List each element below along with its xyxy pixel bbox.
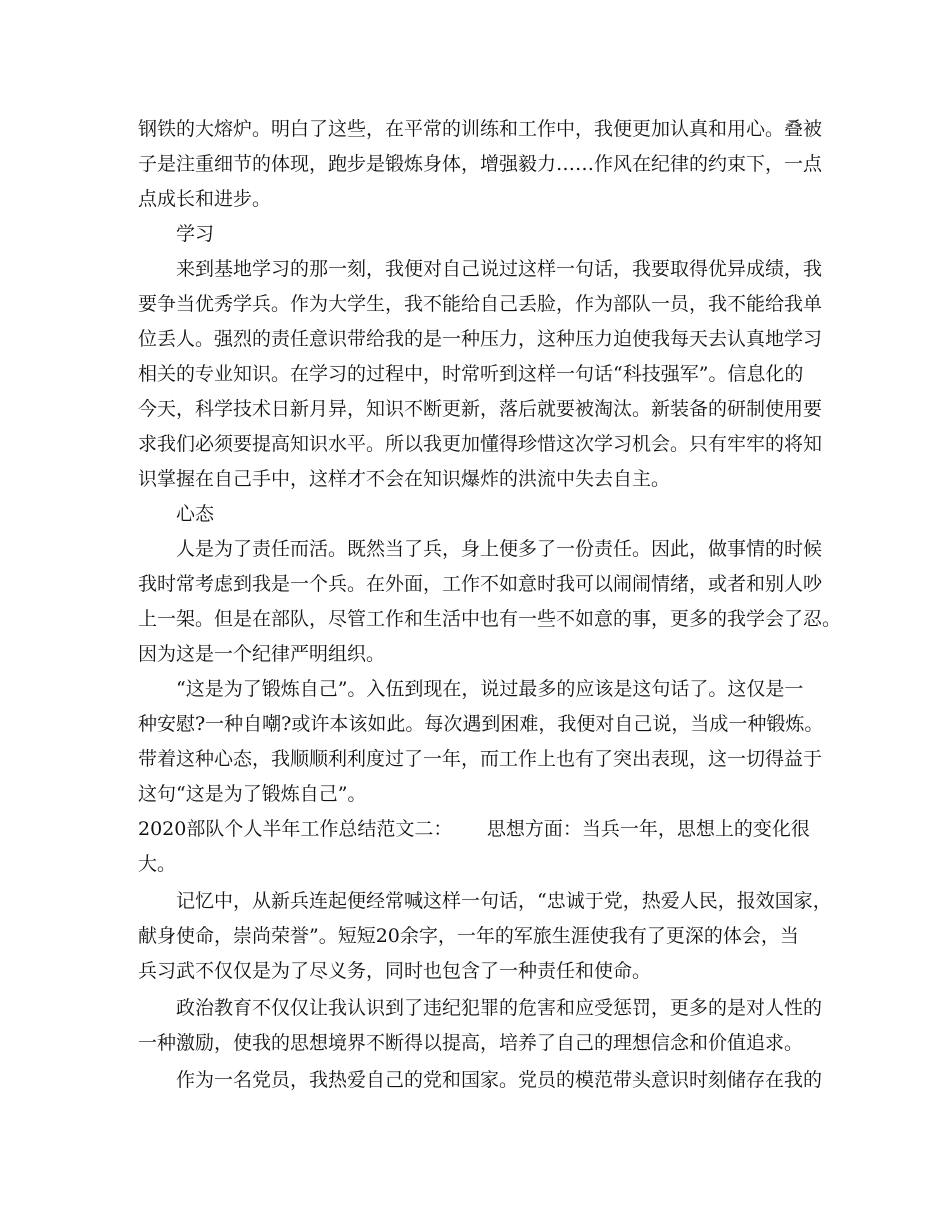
text-line: 上一架。但是在部队，尽管工作和生活中也有一些不如意的事，更多的我学会了忍。 bbox=[138, 608, 842, 630]
text-line: 点成长和进步。 bbox=[138, 188, 272, 210]
text-line: “这是为了锻炼自己”。入伍到现在，说过最多的应该是这句话了。这仅是一 bbox=[176, 678, 804, 700]
section-heading: 心态 bbox=[176, 503, 215, 525]
text-line: 钢铁的大熔炉。明白了这些，在平常的训练和工作中，我便更加认真和用心。叠被 bbox=[138, 118, 823, 140]
section-heading: 学习 bbox=[176, 223, 215, 245]
text-line: 来到基地学习的那一刻，我便对自己说过这样一句话，我要取得优异成绩，我 bbox=[176, 258, 823, 280]
text-line: 作为一名党员，我热爱自己的党和国家。党员的模范带头意识时刻储存在我的 bbox=[176, 1069, 823, 1091]
text-line: 人是为了责任而活。既然当了兵，身上便多了一份责任。因此，做事情的时候 bbox=[176, 538, 823, 560]
text-line: 相关的专业知识。在学习的过程中，时常听到这样一句话“科技强军”。信息化的 bbox=[138, 363, 804, 385]
text-line: 献身使命，崇尚荣誉”。短短20余字，一年的军旅生涯使我有了更深的体会，当 bbox=[138, 925, 799, 947]
text-line: 兵习武不仅仅是为了尽义务，同时也包含了一种责任和使命。 bbox=[138, 960, 652, 982]
text-line: 因为这是一个纪律严明组织。 bbox=[138, 643, 386, 665]
text-line: 一种激励，使我的思想境界不断得以提高，培养了自己的理想信念和价值追求。 bbox=[138, 1032, 804, 1054]
text-line: 大。 bbox=[138, 853, 177, 875]
text-line: 我时常考虑到我是一个兵。在外面，工作不如意时我可以闹闹情绪，或者和别人吵 bbox=[138, 573, 823, 595]
text-line: 识掌握在自己手中，这样才不会在知识爆炸的洪流中失去自主。 bbox=[138, 468, 671, 490]
text-line: 要争当优秀学兵。作为大学生，我不能给自己丢脸，作为部队一员，我不能给我单 bbox=[138, 293, 823, 315]
article-subtitle: 2020部队个人半年工作总结范文二： 思想方面：当兵一年，思想上的变化很 bbox=[138, 818, 810, 840]
text-line: 政治教育不仅仅让我认识到了违纪犯罪的危害和应受惩罚，更多的是对人性的 bbox=[176, 997, 823, 1019]
text-line: 今天，科学技术日新月异，知识不断更新，落后就要被淘汰。新装备的研制使用要 bbox=[138, 398, 823, 420]
text-line: 记忆中，从新兵连起便经常喊这样一句话，“忠诚于党，热爱人民，报效国家， bbox=[176, 890, 832, 912]
text-line: 这句“这是为了锻炼自己”。 bbox=[138, 783, 367, 805]
text-line: 求我们必须要提高知识水平。所以我更加懂得珍惜这次学习机会。只有牢牢的将知 bbox=[138, 433, 823, 455]
text-line: 带着这种心态，我顺顺利利度过了一年，而工作上也有了突出表现，这一切得益于 bbox=[138, 748, 823, 770]
text-line: 子是注重细节的体现，跑步是锻炼身体，增强毅力……作风在纪律的约束下，一点 bbox=[138, 153, 823, 175]
text-line: 位丢人。强烈的责任意识带给我的是一种压力，这种压力迫使我每天去认真地学习 bbox=[138, 328, 823, 350]
text-line: 种安慰?一种自嘲?或许本该如此。每次遇到困难，我便对自己说，当成一种锻炼。 bbox=[138, 713, 824, 735]
